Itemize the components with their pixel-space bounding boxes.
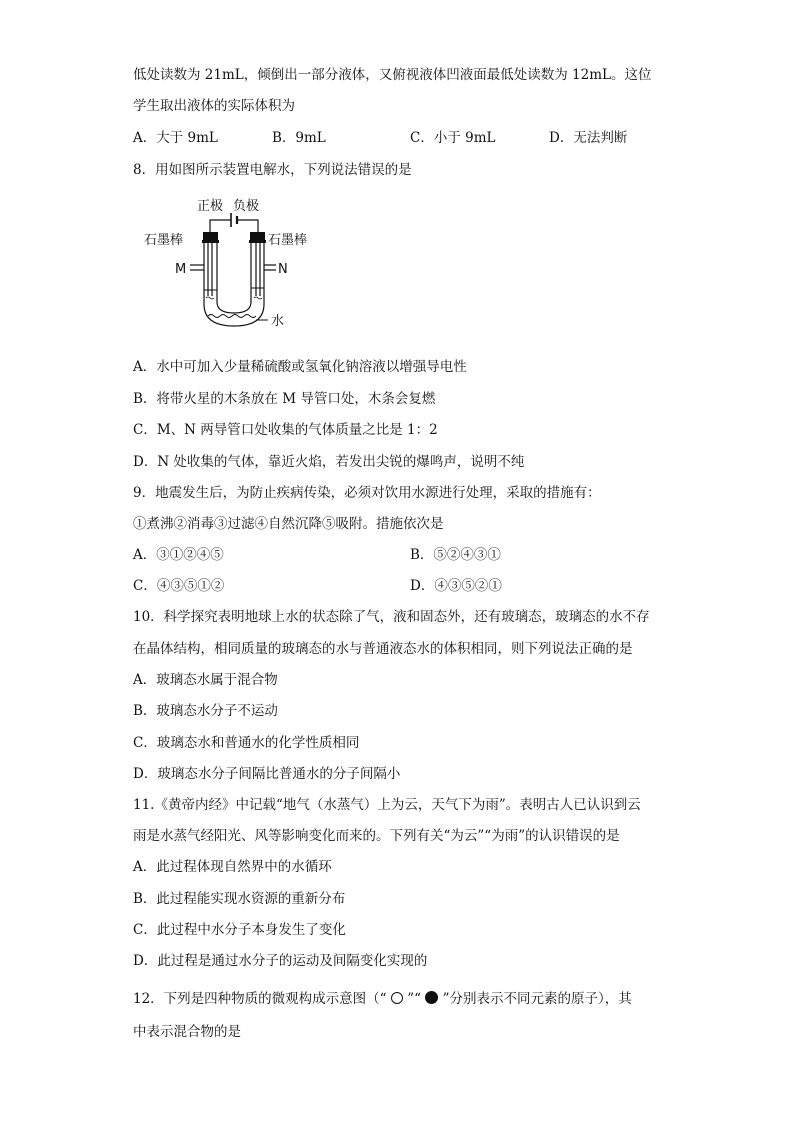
electrolysis-apparatus-diagram <box>140 192 320 342</box>
q8-option-d: D．N 处收集的气体，靠近火焰，若发出尖锐的爆鸣声，说明不纯 <box>133 454 525 470</box>
q10-option-d: D．玻璃态水分子间隔比普通水的分子间隔小 <box>133 766 401 782</box>
negative-electrode-label: 负极 <box>233 199 260 214</box>
q7-line2: 学生取出液体的实际体积为 <box>133 98 295 114</box>
q12-line2: 中表示混合物的是 <box>133 1024 241 1040</box>
label-m: M <box>175 262 187 277</box>
q11-option-a: A．此过程体现自然界中的水循环 <box>133 859 332 875</box>
q10-option-b: B．玻璃态水分子不运动 <box>133 703 278 719</box>
q12-text-part2: ”“ <box>407 991 421 1007</box>
water-label: 水 <box>271 314 285 329</box>
q7-option-a: A．大于 9mL <box>133 130 218 146</box>
left-graphite-rod-label: 石墨棒 <box>144 233 184 248</box>
open-circle-atom-icon <box>391 992 403 1004</box>
q9-line2: ①煮沸②消毒③过滤④自然沉降⑤吸附。措施依次是 <box>133 516 444 532</box>
right-graphite-rod-label: 石墨棒 <box>268 233 308 248</box>
water-waves <box>208 315 256 318</box>
label-n: N <box>278 262 288 277</box>
q11-option-b: B．此过程能实现水资源的重新分布 <box>133 891 346 907</box>
q10-line2: 在晶体结构，相同质量的玻璃态的水与普通液态水的体积相同，则下列说法正确的是 <box>133 641 633 657</box>
wire-left <box>210 220 231 232</box>
q8-option-b: B．将带火星的木条放在 M 导管口处，木条会复燃 <box>133 391 436 407</box>
filled-circle-atom-icon <box>425 991 438 1004</box>
q7-option-d: D．无法判断 <box>549 130 628 146</box>
q7-line1: 低处读数为 21mL，倾倒出一部分液体，又俯视液体凹液面最低处读数为 12mL。这位 <box>133 67 652 83</box>
q11-option-d: D．此过程是通过水分子的运动及间隔变化实现的 <box>133 953 428 969</box>
q9-option-b: B．⑤②④③① <box>410 547 501 563</box>
wire-right <box>237 220 258 232</box>
q7-option-c: C．小于 9mL <box>410 130 496 146</box>
q9-line1: 9．地震发生后，为防止疾病传染，必须对饮用水源进行处理，采取的措施有： <box>133 485 601 501</box>
left-stopper <box>203 232 218 241</box>
q8-option-a: A．水中可加入少量稀硫酸或氢氧化钠溶液以增强导电性 <box>133 359 467 375</box>
q11-option-c: C．此过程中水分子本身发生了变化 <box>133 922 346 938</box>
q8-stem: 8．用如图所示装置电解水，下列说法错误的是 <box>133 162 412 178</box>
q11-line1: 11.《黄帝内经》中记载“地气（水蒸气）上为云，天气下为雨”。表明古人已认识到云 <box>133 797 641 813</box>
q9-option-a: A．③①②④⑤ <box>133 547 224 563</box>
q10-option-c: C．玻璃态水和普通水的化学性质相同 <box>133 735 360 751</box>
q11-line2: 雨是水蒸气经阳光、风等影响变化而来的。下列有关“为云”“为雨”的认识错误的是 <box>133 828 620 844</box>
q12-text-part1: 12．下列是四种物质的微观构成示意图（“ <box>133 991 387 1007</box>
q12-text-part3: ”分别表示不同元素的原子），其 <box>442 991 632 1007</box>
q8-option-c: C．M、N 两导管口处收集的气体质量之比是 1：2 <box>133 422 438 438</box>
q12-line1 <box>133 990 632 1008</box>
u-tube-inner <box>217 243 251 313</box>
positive-electrode-label: 正极 <box>197 199 224 214</box>
q10-option-a: A．玻璃态水属于混合物 <box>133 672 278 688</box>
right-stopper <box>250 232 265 241</box>
q9-option-c: C．④③⑤①② <box>133 578 225 594</box>
q10-line1: 10．科学探究表明地球上水的状态除了气，液和固态外，还有玻璃态，玻璃态的水不存 <box>133 609 650 625</box>
q9-option-d: D．④③⑤②① <box>410 578 502 594</box>
q7-option-b: B．9mL <box>272 130 326 146</box>
